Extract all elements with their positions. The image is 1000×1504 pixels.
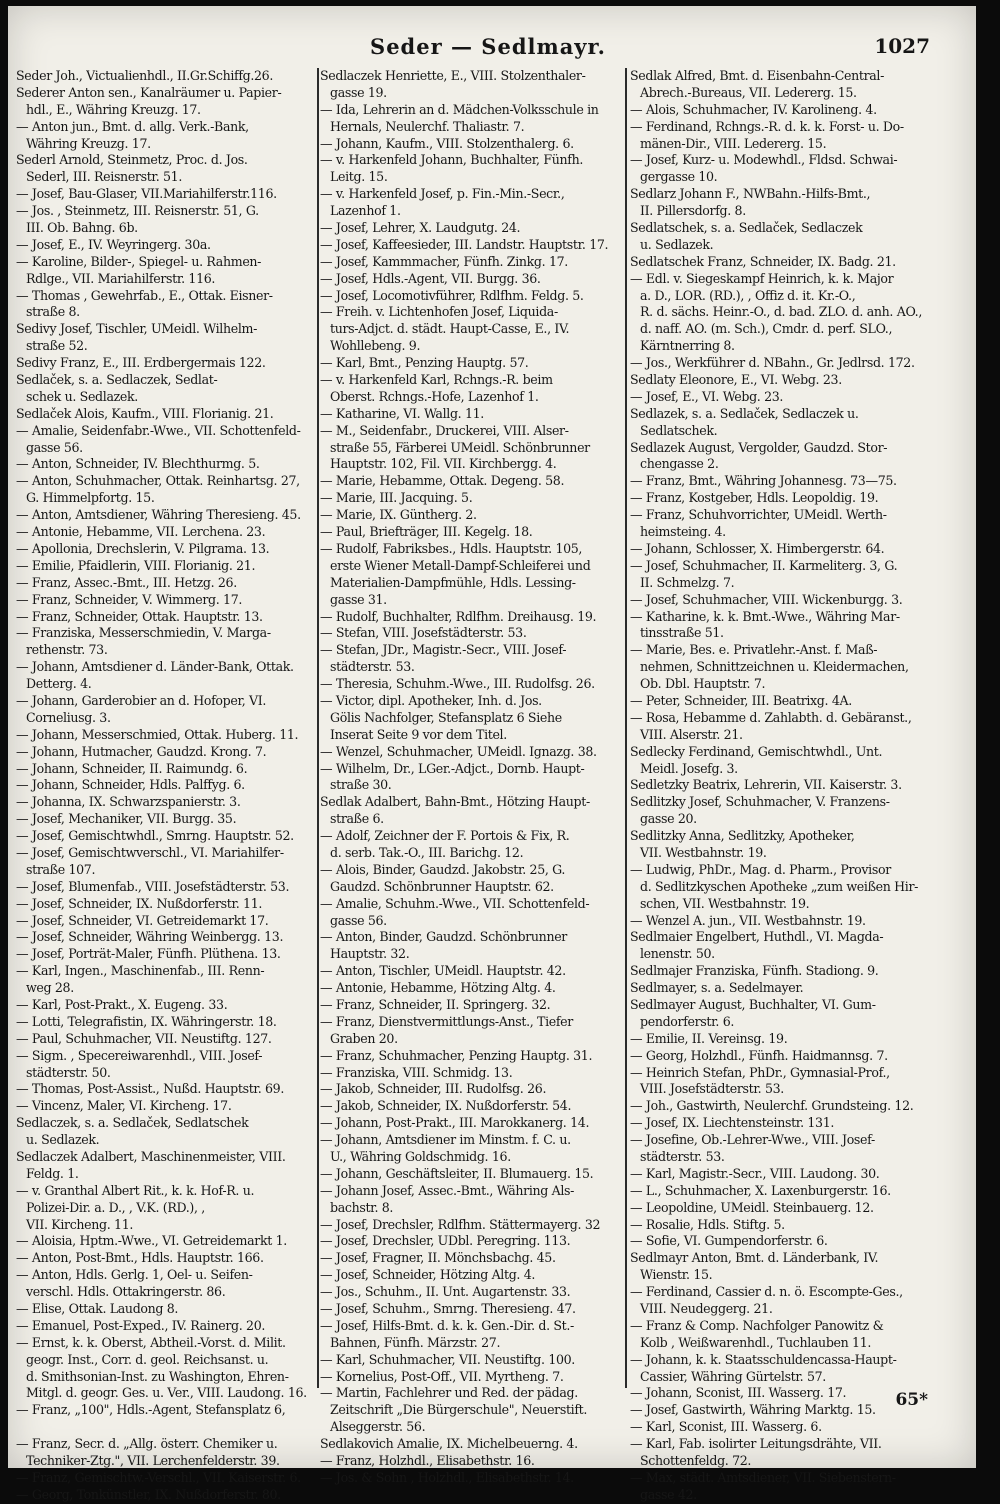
entry-continuation-line: nehmen, Schnittzeichnen u. Kleidermachen,	[640, 659, 909, 675]
entry-sub-line: — Joh., Gastwirth, Neulerchf. Grundsteing. 12.	[630, 1098, 914, 1114]
entry-sub-line: — Josef, Gemischtwhdl., Smrng. Hauptstr. 52.	[16, 828, 294, 844]
column-divider	[317, 68, 319, 1388]
entry-sub-line: — Theresia, Schuhm.-Wwe., III. Rudolfsg. 26.	[320, 676, 595, 692]
entry-sub-line: — Karl, Post-Prakt., X. Eugeng. 33.	[16, 996, 228, 1012]
entry-continuation-line: d. Smithsonian-Inst. zu Washington, Ehren-	[26, 1368, 289, 1384]
entry-sub-line: — Anton, Schuhmacher, Ottak. Reinhartsg. 27,	[16, 473, 300, 489]
entry-sub-line: — Josef, IX. Liechtensteinstr. 131.	[630, 1115, 835, 1131]
entry-continuation-line: Währing Kreuzg. 17.	[26, 135, 151, 151]
entry-continuation-line: d. naff. AO. (m. Sch.), Cmdr. d. perf. SLO.,	[640, 321, 893, 337]
entry-sub-line: — Franz, Schuhmacher, Penzing Hauptg. 31.	[320, 1047, 593, 1063]
entry-sub-line: — Franziska, Messerschmiedin, V. Marga-	[16, 625, 271, 641]
entry-continuation-line: turs-Adjct. d. städt. Haupt-Casse, E., IV.	[330, 321, 570, 337]
entry-sub-line: — Josef, Schneider, Währing Weinbergg. 13.	[16, 929, 284, 945]
entry-sub-line: — Amalie, Schuhm.-Wwe., VII. Schottenfeld-	[320, 895, 590, 911]
entry-continuation-line: Schottenfeldg. 72.	[640, 1453, 752, 1469]
entry-continuation-line: u. Sedlazek.	[640, 236, 714, 252]
entry-continuation-line: Sederl, III. Reisnerstr. 51.	[26, 169, 182, 185]
entry-continuation-line: u. Sedlazek.	[26, 1132, 100, 1148]
entry-sub-line: — Ludwig, PhDr., Mag. d. Pharm., Provisor	[630, 861, 891, 877]
entry-sub-line: — Josef, Blumenfab., VIII. Josefstädterstr. 53.	[16, 878, 290, 894]
entry-sub-line: — Max, städt. Amtsdiener, VII. Siebenstern-	[630, 1469, 896, 1485]
entry-head-line: Sedlmaier Engelbert, Huthdl., VI. Magda-	[630, 929, 884, 945]
entry-sub-line: — Jos. & Sohn , Holzhdl., Elisabethstr. 14.	[320, 1469, 574, 1485]
entry-continuation-line: Cassier, Währing Gürtelstr. 57.	[640, 1368, 826, 1384]
entry-sub-line: — Victor, dipl. Apotheker, Inh. d. Jos.	[320, 692, 542, 708]
entry-continuation-line: III. Ob. Bahng. 6b.	[26, 220, 138, 236]
entry-sub-line: — v. Harkenfeld Karl, Rchngs.-R. beim	[320, 372, 553, 388]
entry-sub-line: — L., Schuhmacher, X. Laxenburgerstr. 16.	[630, 1182, 891, 1198]
entry-sub-line: — Karl, Ingen., Maschinenfab., III. Renn-	[16, 963, 265, 979]
entry-sub-line: — Johann, k. k. Staatsschuldencassa-Haupt-	[630, 1351, 897, 1367]
entry-continuation-line: schek u. Sedlazek.	[26, 388, 138, 404]
entry-continuation-line: Graben 20.	[330, 1030, 398, 1046]
entry-continuation-line: gasse 56.	[26, 439, 83, 455]
entry-sub-line: — Josef, Kammmacher, Fünfh. Zinkg. 17.	[320, 253, 568, 269]
entry-head-line: Sedlitzky Josef, Schuhmacher, V. Franzens-	[630, 794, 890, 810]
entry-head-line: Sedlazek, s. a. Sedlaček, Sedlaczek u.	[630, 405, 859, 421]
entry-sub-line: — Elise, Ottak. Laudong 8.	[16, 1301, 179, 1317]
entry-sub-line: — Rudolf, Buchhalter, Rdlfhm. Dreihausg. 19.	[320, 608, 597, 624]
entry-sub-line: — Ferdinand, Cassier d. n. ö. Escompte-Ges.,	[630, 1284, 903, 1300]
entry-sub-line: — Johann Josef, Assec.-Bmt., Währing Als-	[320, 1182, 575, 1198]
entry-continuation-line: Rdlge., VII. Mariahilferstr. 116.	[26, 270, 216, 286]
entry-sub-line: — Franz, Dienstvermittlungs-Anst., Tiefer	[320, 1013, 573, 1029]
entry-sub-line: — Karl, Fab. isolirter Leitungsdrähte, VII.	[630, 1436, 882, 1452]
entry-sub-line: — Lotti, Telegrafistin, IX. Währingerstr. 18.	[16, 1013, 277, 1029]
entry-continuation-line: gasse 20.	[640, 811, 697, 827]
entry-continuation-line: Wienstr. 15.	[640, 1267, 713, 1283]
entry-sub-line: — Jos., Werkführer d. NBahn., Gr. Jedlrsd. 172.	[630, 355, 915, 371]
entry-sub-line: — Katharine, VI. Wallg. 11.	[320, 405, 484, 421]
entry-sub-line: — Wenzel A. jun., VII. Westbahnstr. 19.	[630, 912, 866, 928]
entry-sub-line: — Josef, Kaffeesieder, III. Landstr. Hauptstr. 17.	[320, 236, 609, 252]
entry-continuation-line: R. d. sächs. Heinr.-O., d. bad. ZLO. d. anh. AO.,	[640, 304, 922, 320]
entry-head-line: Sedlazek August, Vergolder, Gaudzd. Stor-	[630, 439, 888, 455]
entry-continuation-line: Meidl. Josefg. 3.	[640, 760, 738, 776]
entry-continuation-line: G. Himmelpfortg. 15.	[26, 490, 155, 506]
entry-continuation-line: heimsteing. 4.	[640, 524, 726, 540]
entry-sub-line: — Franz, Schneider, II. Springerg. 32.	[320, 996, 551, 1012]
entry-sub-line: — Rosalie, Hdls. Stiftg. 5.	[630, 1216, 785, 1232]
entry-continuation-line: straße 52.	[26, 338, 88, 354]
entry-head-line: Sedlaczek, s. a. Sedlaček, Sedlatschek	[16, 1115, 249, 1131]
entry-sub-line: — Marie, IX. Güntherg. 2.	[320, 507, 477, 523]
entry-sub-line: — Katharine, k. k. Bmt.-Wwe., Währing Mar-	[630, 608, 900, 624]
entry-head-line: Sedlaček Alois, Kaufm., VIII. Florianig. 21.	[16, 405, 274, 421]
entry-continuation-line: städterstr. 53.	[640, 1149, 725, 1164]
entry-sub-line: — Josef, E., IV. Weyringerg. 30a.	[16, 236, 211, 252]
column-2	[320, 68, 620, 1485]
entry-head-line: Sedlakovich Amalie, IX. Michelbeuerng. 4.	[320, 1436, 578, 1452]
entry-head-line: Sederer Anton sen., Kanalräumer u. Papier-	[16, 84, 282, 100]
entry-continuation-line	[320, 1487, 620, 1504]
entry-sub-line: — Emanuel, Post-Exped., IV. Rainerg. 20.	[16, 1317, 266, 1333]
entry-sub-line: — Johann, Schlosser, X. Himbergerstr. 64.	[630, 540, 885, 556]
entry-sub-line: — Franz, Holzhdl., Elisabethstr. 16.	[320, 1453, 535, 1469]
entry-continuation-line: gasse 56.	[330, 912, 387, 928]
entry-sub-line: — Georg, Holzhdl., Fünfh. Haidmannsg. 7.	[630, 1047, 888, 1063]
entry-sub-line: — Sofie, VI. Gumpendorferstr. 6.	[630, 1233, 828, 1249]
entry-sub-line: — Johann, Kaufm., VIII. Stolzenthalerg. 6.	[320, 135, 574, 151]
entry-sub-line: — Ernst, k. k. Oberst, Abtheil.-Vorst. d. Milit.	[16, 1334, 286, 1350]
entry-continuation-line: geogr. Inst., Corr. d. geol. Reichsanst. u.	[26, 1351, 269, 1367]
entry-sub-line: — Franz, Gemischtw.-Verschl., VII. Kaiserstr. 6.	[16, 1469, 301, 1485]
entry-continuation-line: Techniker-Ztg.", VII. Lerchenfelderstr. 39.	[26, 1453, 280, 1469]
entry-head-line: Sedivy Franz, E., III. Erdbergermais 122.	[16, 355, 266, 371]
entry-sub-line: — Franz, Schuhvorrichter, UMeidl. Werth-	[630, 507, 887, 523]
entry-sub-line: — M., Seidenfabr., Druckerei, VIII. Alser-	[320, 422, 569, 438]
entry-continuation-line: straße 8.	[26, 304, 80, 320]
entry-continuation-line: Zeitschrift „Die Bürgerschule", Neuerstift.	[330, 1402, 588, 1418]
entry-sub-line: — Josef, Schuhm., Smrng. Theresieng. 47.	[320, 1301, 576, 1317]
page-title: Seder — Sedlmayr.	[370, 34, 606, 59]
entry-head-line: Sedlaczek Henriette, E., VIII. Stolzenthaler-	[320, 68, 586, 83]
entry-sub-line: — Anton jun., Bmt. d. allg. Verk.-Bank,	[16, 118, 249, 134]
entry-sub-line: — Josef, Bau-Glaser, VII.Mariahilferstr.116.	[16, 186, 277, 202]
entry-sub-line: — Leopoldine, UMeidl. Steinbauerg. 12.	[630, 1199, 874, 1215]
entry-head-line: Sedlitzky Anna, Sedlitzky, Apotheker,	[630, 828, 855, 844]
entry-continuation-line: Inserat Seite 9 vor dem Titel.	[330, 726, 507, 742]
entry-continuation-line: lenenstr. 50.	[640, 946, 715, 962]
entry-continuation-line: gasse 31.	[330, 591, 387, 607]
entry-sub-line: — Johann, Amtsdiener im Minstm. f. C. u.	[320, 1132, 571, 1148]
entry-head-line: Sederl Arnold, Steinmetz, Proc. d. Jos.	[16, 152, 248, 168]
entry-sub-line: — Thomas, Post-Assist., Nußd. Hauptstr. 69.	[16, 1081, 284, 1097]
entry-continuation-line: U., Währing Goldschmidg. 16.	[330, 1149, 511, 1164]
entry-sub-line: — Josef, Drechsler, UDbl. Peregring. 113.	[320, 1233, 571, 1249]
entry-continuation-line: d. Sedlitzkyschen Apotheke „zum weißen Hir-	[640, 878, 919, 894]
column-divider	[625, 68, 627, 1388]
entry-continuation-line: Sedlatschek.	[640, 422, 718, 438]
entry-sub-line: — Anton, Binder, Gaudzd. Schönbrunner	[320, 929, 567, 945]
column-1	[16, 68, 316, 1502]
entry-sub-line: — Johann, Amtsdiener d. Länder-Bank, Ottak.	[16, 659, 294, 675]
entry-sub-line: — Josef, Porträt-Maler, Fünfh. Plüthena. 13.	[16, 946, 281, 962]
entry-sub-line: — Thomas , Gewehrfab., E., Ottak. Eisner-	[16, 287, 273, 303]
entry-continuation-line: chengasse 2.	[640, 456, 719, 472]
entry-sub-line: — Josef, Lehrer, X. Laudgutg. 24.	[320, 220, 521, 236]
entry-head-line: Sedlecky Ferdinand, Gemischtwhdl., Unt.	[630, 743, 883, 759]
entry-head-line: Sedlmayr Anton, Bmt. d. Länderbank, IV.	[630, 1250, 879, 1266]
entry-sub-line: — Josef, Mechaniker, VII. Burgg. 35.	[16, 811, 237, 827]
entry-continuation-line: verschl. Hdls. Ottakringerstr. 86.	[26, 1284, 226, 1300]
entry-sub-line: — Josef, Kurz- u. Modewhdl., Fldsd. Schwai-	[630, 152, 898, 168]
entry-sub-line: — Franz, Schneider, Ottak. Hauptstr. 13.	[16, 608, 263, 624]
entry-sub-line: — Johann, Schneider, Hdls. Palffyg. 6.	[16, 777, 245, 793]
entry-head-line: Seder Joh., Victualienhdl., II.Gr.Schiffg.26.	[16, 68, 273, 83]
entry-continuation-line: Hauptstr. 32.	[330, 946, 410, 962]
entry-sub-line: — Emilie, Pfaidlerin, VIII. Florianig. 21.	[16, 557, 256, 573]
entry-continuation-line: Kolb , Weißwarenhdl., Tuchlauben 11.	[640, 1334, 872, 1350]
entry-sub-line: — Jos. , Steinmetz, III. Reisnerstr. 51, G.	[16, 203, 259, 219]
entry-sub-line: — Antonie, Hebamme, VII. Lerchena. 23.	[16, 524, 266, 540]
entry-sub-line: — Franziska, VIII. Schmidg. 13.	[320, 1064, 513, 1080]
entry-head-line: Sedivy Josef, Tischler, UMeidl. Wilhelm-	[16, 321, 257, 337]
entry-continuation-line: Hernals, Neulerchf. Thaliastr. 7.	[330, 118, 525, 134]
entry-sub-line: — Alois, Schuhmacher, IV. Karolineng. 4.	[630, 101, 877, 117]
entry-continuation-line: Abrech.-Bureaus, VII. Ledererg. 15.	[640, 84, 857, 100]
entry-sub-line: — Johann, Post-Prakt., III. Marokkanerg. 14.	[320, 1115, 590, 1131]
entry-sub-line: — Wilhelm, Dr., LGer.-Adjct., Dornb. Haupt-	[320, 760, 585, 776]
directory-page	[8, 6, 976, 1502]
entry-sub-line: — Emilie, II. Vereinsg. 19.	[630, 1030, 788, 1046]
entry-head-line: Sedlarz Johann F., NWBahn.-Hilfs-Bmt.,	[630, 186, 871, 202]
entry-sub-line: — Jos., Schuhm., II. Unt. Augartenstr. 33.	[320, 1284, 571, 1300]
entry-sub-line: — Franz, Bmt., Währing Johannesg. 73—75.	[630, 473, 897, 489]
entry-continuation-line: städterstr. 53.	[330, 659, 415, 675]
entry-head-line: Sedlmayer August, Buchhalter, VI. Gum-	[630, 996, 876, 1012]
entry-continuation-line: Detterg. 4.	[26, 676, 92, 692]
entry-continuation-line: städterstr. 50.	[26, 1064, 111, 1080]
entry-continuation-line: Feldg. 1.	[26, 1165, 79, 1181]
entry-continuation-line: straße 6.	[330, 811, 384, 827]
entry-continuation-line: erste Wiener Metall-Dampf-Schleiferei und	[330, 557, 591, 573]
entry-continuation-line: VIII. Alserstr. 21.	[640, 726, 743, 742]
entry-continuation-line: Gölis Nachfolger, Stefansplatz 6 Siehe	[330, 709, 562, 725]
entry-continuation-line: Lazenhof 1.	[330, 203, 401, 219]
entry-sub-line: — Karl, Schuhmacher, VII. Neustiftg. 100.	[320, 1351, 575, 1367]
entry-sub-line: — v. Harkenfeld Josef, p. Fin.-Min.-Secr.,	[320, 186, 565, 202]
entry-sub-line: — Karl, Bmt., Penzing Hauptg. 57.	[320, 355, 529, 371]
entry-sub-line: — Marie, Hebamme, Ottak. Degeng. 58.	[320, 473, 565, 489]
entry-sub-line: — Johann, Messerschmied, Ottak. Huberg. 11.	[16, 726, 299, 742]
entry-sub-line: — Johann, Sconist, III. Wasserg. 17.	[630, 1385, 847, 1401]
entry-sub-line: — Wenzel, Schuhmacher, UMeidl. Ignazg. 38.	[320, 743, 597, 759]
entry-sub-line: — Vincenz, Maler, VI. Kircheng. 17.	[16, 1098, 232, 1114]
entry-continuation-line: Materialien-Dampfmühle, Hdls. Lessing-	[330, 574, 576, 590]
entry-continuation-line: schen, VII. Westbahnstr. 19.	[640, 895, 810, 911]
entry-sub-line: — Franz & Comp. Nachfolger Panowitz &	[630, 1317, 884, 1333]
entry-sub-line: — Jakob, Schneider, III. Rudolfsg. 26.	[320, 1081, 547, 1097]
entry-continuation-line: d. serb. Tak.-O., III. Barichg. 12.	[330, 844, 524, 860]
entry-continuation-line: a. D., LOR. (RD.), , Offiz d. it. Kr.-O.,	[640, 287, 856, 303]
entry-continuation-line: Leitg. 15.	[330, 169, 388, 185]
entry-sub-line: — Karl, Sconist, III. Wasserg. 6.	[630, 1419, 822, 1435]
entry-sub-line: — Josef, Schuhmacher, VIII. Wickenburgg. 3.	[630, 591, 903, 607]
entry-sub-line: — Adolf, Zeichner der F. Portois & Fix, R.	[320, 828, 570, 844]
signature-mark: 65*	[895, 1390, 928, 1410]
entry-head-line: Sedlak Alfred, Bmt. d. Eisenbahn-Central-	[630, 68, 884, 83]
entry-sub-line: — Stefan, VIII. Josefstädterstr. 53.	[320, 625, 527, 641]
entry-head-line: Sedlaček, s. a. Sedlaczek, Sedlat-	[16, 372, 218, 388]
running-head	[8, 34, 976, 64]
entry-continuation-line: Mitgl. d. geogr. Ges. u. Ver., VIII. Laudong. 16.	[26, 1385, 307, 1401]
entry-head-line: Sedlatschek Franz, Schneider, IX. Badg. 21.	[630, 253, 896, 269]
entry-continuation-line: gergasse 10.	[640, 169, 718, 185]
entry-sub-line: — Marie, III. Jacquing. 5.	[320, 490, 473, 506]
entry-sub-line: — Johann, Hutmacher, Gaudzd. Krong. 7.	[16, 743, 267, 759]
entry-sub-line: — Josef, Hilfs-Bmt. d. k. k. Gen.-Dir. d. St.-	[320, 1317, 574, 1333]
entry-continuation-line: straße 55, Färberei UMeidl. Schönbrunner	[330, 439, 590, 455]
entry-continuation-line: Gaudzd. Schönbrunner Hauptstr. 62.	[330, 878, 554, 894]
entry-continuation-line: Hauptstr. 102, Fil. VII. Kirchbergg. 4.	[330, 456, 557, 472]
entry-continuation-line: VII. Kircheng. 11.	[26, 1216, 134, 1232]
entry-sub-line: — Freih. v. Lichtenhofen Josef, Liquida-	[320, 304, 558, 320]
entry-sub-line: — Franz, Secr. d. „Allg. österr. Chemiker u.	[16, 1436, 278, 1452]
entry-continuation-line: weg 28.	[26, 980, 74, 996]
entry-head-line: Sedlaty Eleonore, E., VI. Webg. 23.	[630, 372, 842, 388]
entry-sub-line: — v. Granthal Albert Rit., k. k. Hof-R. u.	[16, 1182, 255, 1198]
entry-sub-line: — Martin, Fachlehrer und Red. der pädag.	[320, 1385, 578, 1401]
entry-head-line: Sedlmajer Franziska, Fünfh. Stadiong. 9.	[630, 963, 879, 979]
entry-sub-line: — Heinrich Stefan, PhDr., Gymnasial-Prof.,	[630, 1064, 890, 1080]
entry-sub-line: — Ferdinand, Rchngs.-R. d. k. k. Forst- u. Do-	[630, 118, 904, 134]
entry-continuation-line: gasse 42.	[640, 1486, 697, 1502]
entry-sub-line: — Josef, Schneider, IX. Nußdorferstr. 11.	[16, 895, 263, 911]
entry-sub-line: — Paul, Schuhmacher, VII. Neustiftg. 127.	[16, 1030, 272, 1046]
entry-sub-line: — Peter, Schneider, III. Beatrixg. 4A.	[630, 692, 852, 708]
entry-sub-line: — Josef, Gastwirth, Währing Marktg. 15.	[630, 1402, 876, 1418]
entry-sub-line: — Aloisia, Hptm.-Wwe., VI. Getreidemarkt 1.	[16, 1233, 287, 1249]
entry-sub-line: — Josef, Drechsler, Rdlfhm. Stättermayerg. 32	[320, 1216, 601, 1232]
entry-sub-line: — Apollonia, Drechslerin, V. Pilgrama. 13.	[16, 540, 270, 556]
entry-head-line: Sedlaczek Adalbert, Maschinenmeister, VIII.	[16, 1149, 286, 1164]
page-number: 1027	[874, 34, 930, 58]
entry-continuation-line: Ob. Dbl. Hauptstr. 7.	[640, 676, 766, 692]
entry-head-line: Sedlatschek, s. a. Sedlaček, Sedlaczek	[630, 220, 863, 236]
entry-sub-line: — Antonie, Hebamme, Hötzing Altg. 4.	[320, 980, 556, 996]
entry-sub-line: — Anton, Amtsdiener, Währing Theresieng. 45.	[16, 507, 301, 523]
entry-sub-line: — Anton, Post-Bmt., Hdls. Hauptstr. 166.	[16, 1250, 264, 1266]
entry-continuation-line: pendorferstr. 6.	[640, 1013, 735, 1029]
entry-continuation-line: Polizei-Dir. a. D., , V.K. (RD.), ,	[26, 1199, 205, 1215]
entry-sub-line: — Karoline, Bilder-, Spiegel- u. Rahmen-	[16, 253, 262, 269]
entry-sub-line: — Josef, Locomotivführer, Rdlfhm. Feldg. 5.	[320, 287, 584, 303]
entry-continuation-line: rethenstr. 73.	[26, 642, 108, 658]
entry-sub-line: — Franz, Schneider, V. Wimmerg. 17.	[16, 591, 243, 607]
entry-sub-line: — Anton, Hdls. Gerlg. 1, Oel- u. Seifen-	[16, 1267, 253, 1283]
entry-continuation-line: mänen-Dir., VIII. Ledererg. 15.	[640, 135, 827, 151]
entry-continuation-line	[16, 1419, 316, 1436]
entry-continuation-line: II. Schmelzg. 7.	[640, 574, 735, 590]
entry-sub-line: — Josef, Schuhmacher, II. Karmeliterg. 3, G.	[630, 557, 898, 573]
entry-sub-line: — Josef, Schneider, Hötzing Altg. 4.	[320, 1267, 536, 1283]
entry-sub-line: — Sigm. , Specereiwarenhdl., VIII. Josef-	[16, 1047, 263, 1063]
entry-sub-line: — Edl. v. Siegeskampf Heinrich, k. k. Major	[630, 270, 894, 286]
entry-continuation-line: tinsstraße 51.	[640, 625, 724, 641]
entry-continuation-line: Alseggerstr. 56.	[330, 1419, 426, 1435]
entry-continuation-line: straße 107.	[26, 861, 96, 877]
entry-sub-line: — Josef, Hdls.-Agent, VII. Burgg. 36.	[320, 270, 541, 286]
entry-sub-line: — Josef, Gemischtwverschl., VI. Mariahilfer-	[16, 844, 284, 860]
entry-continuation-line: Wohllebeng. 9.	[330, 338, 421, 354]
entry-continuation-line: hdl., E., Währing Kreuzg. 17.	[26, 101, 201, 117]
entry-continuation-line: Bahnen, Fünfh. Märzstr. 27.	[330, 1334, 501, 1350]
entry-sub-line: — Josef, Fragner, II. Mönchsbachg. 45.	[320, 1250, 556, 1266]
entry-sub-line: — Anton, Tischler, UMeidl. Hauptstr. 42.	[320, 963, 566, 979]
entry-sub-line: — Jakob, Schneider, IX. Nußdorferstr. 54.	[320, 1098, 572, 1114]
entry-continuation-line: bachstr. 8.	[330, 1199, 394, 1215]
entry-sub-line: — Amalie, Seidenfabr.-Wwe., VII. Schottenfeld-	[16, 422, 301, 438]
entry-sub-line: — Karl, Magistr.-Secr., VIII. Laudong. 30.	[630, 1165, 880, 1181]
entry-sub-line: — Josef, Schneider, VI. Getreidemarkt 17.	[16, 912, 269, 928]
entry-continuation-line: gasse 19.	[330, 84, 387, 100]
entry-sub-line: — Franz, Kostgeber, Hdls. Leopoldig. 19.	[630, 490, 879, 506]
entry-sub-line: — v. Harkenfeld Johann, Buchhalter, Fünfh.	[320, 152, 583, 168]
entry-continuation-line: VIII. Neudeggerg. 21.	[640, 1301, 773, 1317]
entry-sub-line: — Kornelius, Post-Off., VII. Myrtheng. 7.	[320, 1368, 564, 1384]
entry-sub-line: — Rosa, Hebamme d. Zahlabth. d. Gebäranst.,	[630, 709, 912, 725]
entry-sub-line: — Ida, Lehrerin an d. Mädchen-Volksschule in	[320, 101, 599, 117]
entry-continuation-line: II. Pillersdorfg. 8.	[640, 203, 746, 219]
entry-head-line: Sedletzky Beatrix, Lehrerin, VII. Kaiserstr. 3.	[630, 777, 902, 793]
entry-sub-line: — Stefan, JDr., Magistr.-Secr., VIII. Josef-	[320, 642, 567, 658]
entry-sub-line: — Franz, „100", Hdls.-Agent, Stefansplatz 6,	[16, 1402, 286, 1418]
entry-continuation-line: Oberst. Rchngs.-Hofe, Lazenhof 1.	[330, 388, 539, 404]
entry-head-line: Sedlak Adalbert, Bahn-Bmt., Hötzing Haupt-	[320, 794, 590, 810]
entry-continuation-line: VII. Westbahnstr. 19.	[640, 844, 767, 860]
entry-continuation-line: straße 30.	[330, 777, 392, 793]
entry-sub-line: — Paul, Briefträger, III. Kegelg. 18.	[320, 524, 533, 540]
entry-continuation-line: Kärntnerring 8.	[640, 338, 735, 354]
entry-continuation-line: VIII. Josefstädterstr. 53.	[640, 1081, 784, 1097]
entry-sub-line: — Georg, Tonkünstler, IX. Nußdorferstr. 80.	[16, 1486, 281, 1502]
entry-sub-line: — Johann, Geschäftsleiter, II. Blumauerg. 15.	[320, 1165, 594, 1181]
entry-sub-line: — Josefine, Ob.-Lehrer-Wwe., VIII. Josef-	[630, 1132, 875, 1148]
entry-continuation-line: Corneliusg. 3.	[26, 709, 111, 725]
entry-sub-line: — Alois, Binder, Gaudzd. Jakobstr. 25, G.	[320, 861, 566, 877]
entry-sub-line: — Johann, Schneider, II. Raimundg. 6.	[16, 760, 248, 776]
entry-sub-line: — Josef, E., VI. Webg. 23.	[630, 388, 784, 404]
entry-head-line: Sedlmayer, s. a. Sedelmayer.	[630, 980, 804, 996]
entry-sub-line: — Johann, Garderobier an d. Hofoper, VI.	[16, 692, 267, 708]
entry-sub-line: — Anton, Schneider, IV. Blechthurmg. 5.	[16, 456, 260, 472]
entry-sub-line: — Marie, Bes. e. Privatlehr.-Anst. f. Maß-	[630, 642, 878, 658]
entry-sub-line: — Johanna, IX. Schwarzspanierstr. 3.	[16, 794, 241, 810]
entry-sub-line: — Rudolf, Fabriksbes., Hdls. Hauptstr. 105,	[320, 540, 583, 556]
entry-sub-line: — Franz, Assec.-Bmt., III. Hetzg. 26.	[16, 574, 237, 590]
